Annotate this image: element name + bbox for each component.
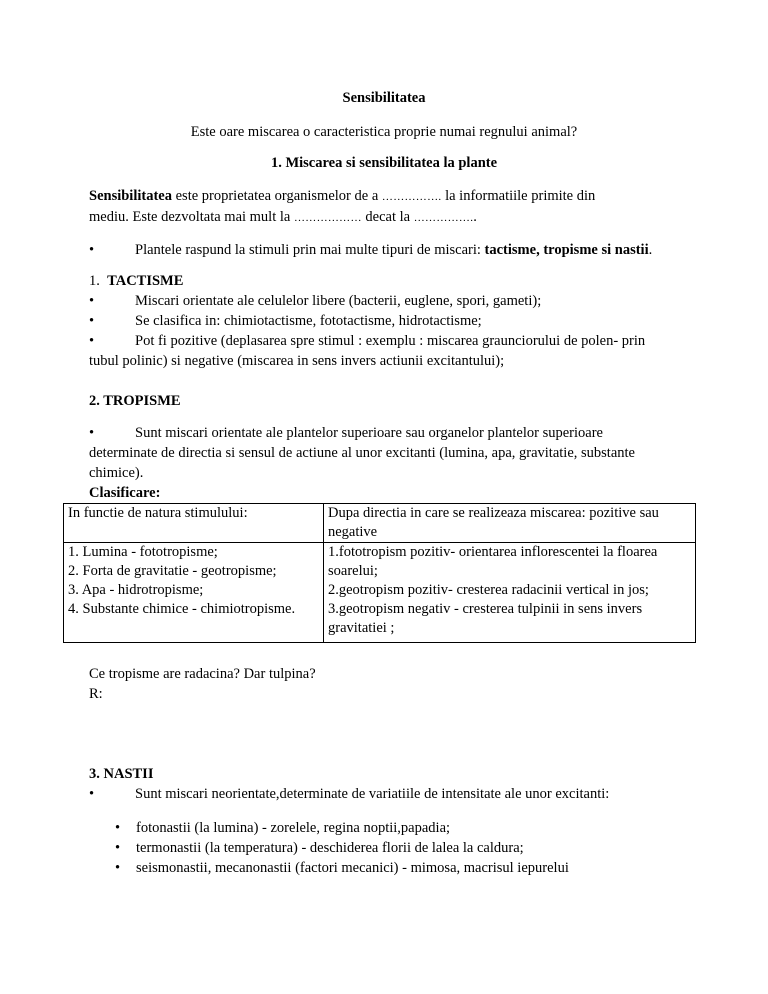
tactisme-bullet-1: Miscari orientate ale celulelor libere (bacterii, euglene, spori, gameti);	[135, 293, 542, 309]
tropism-question: Ce tropisme are radacina? Dar tulpina?	[89, 666, 316, 682]
clasificare-label: Clasificare:	[89, 485, 161, 501]
small-bullet-icon: •	[115, 820, 121, 836]
list-item: seismonastii, mecanonastii (factori mecanici) - mimosa, macrisul iepurelui	[136, 860, 569, 876]
answer-label: R:	[89, 686, 103, 702]
table-row: 3. Apa - hidrotropisme;	[68, 582, 204, 598]
table-row: soarelui;	[328, 563, 378, 579]
section1-heading: 1. Miscarea si sensibilitatea la plante	[270, 155, 498, 171]
table-row: 2.geotropism pozitiv- cresterea radacinii vertical in jos;	[328, 582, 649, 598]
small-bullet-icon: •	[115, 860, 121, 876]
bullet-symbol: •	[89, 313, 95, 329]
sensibilitate-line1: Sensibilitatea este proprietatea organismelor de a ……………. la informatiile primite din	[89, 188, 596, 204]
tropisme-bullet-line1: Sunt miscari orientate ale plantelor superioare sau organelor plantelor superioare	[135, 425, 603, 441]
table-row: 1.fototropism pozitiv- orientarea inflorescentei la floarea	[328, 544, 658, 560]
list-item: termonastii (la temperatura) - deschiderea florii de lalea la caldura;	[136, 840, 524, 856]
table-row: 3.geotropism negativ - cresterea tulpinii in sens invers	[328, 601, 643, 617]
table-row: 2. Forta de gravitatie - geotropisme;	[68, 563, 277, 579]
table-cell-direction-examples	[324, 543, 696, 643]
table-header-direction: Dupa directia in care se realizeaza miscarea: pozitive sau negative	[324, 504, 696, 543]
table-cell-stimulus-types	[64, 543, 324, 643]
tropism-classification-table	[63, 503, 696, 643]
small-bullet-icon: •	[115, 840, 121, 856]
bullet-symbol: •	[89, 425, 95, 441]
nastii-bullet-1: Sunt miscari neorientate,determinate de variatiile de intensitate ale unor excitanti:	[135, 786, 610, 802]
tropisme-bullet-line2: determinate de directia si sensul de actiune al unor excitanti (lumina, apa, gravitatie, substante	[89, 445, 635, 461]
tactisme-heading: 1. TACTISME	[89, 273, 184, 289]
bullet-symbol: •	[89, 293, 95, 309]
tactisme-bullet-3: Pot fi pozitive (deplasarea spre stimul : exemplu : miscarea graunciorului de polen- prin	[135, 333, 646, 349]
page-title: Sensibilitatea	[342, 90, 426, 106]
list-item: fotonastii (la lumina) - zorelele, regina noptii,papadia;	[136, 820, 451, 836]
table-row: 1. Lumina - fototropisme;	[68, 544, 218, 560]
sensibilitate-line2: mediu. Este dezvoltata mai mult la ……………… decat la ……………..	[89, 209, 477, 225]
bullet-symbol: •	[89, 333, 95, 349]
bullet-symbol: •	[89, 786, 95, 802]
table-row: 4. Substante chimice - chimiotropisme.	[68, 601, 296, 617]
tactisme-bullet-2: Se clasifica in: chimiotactisme, fototactisme, hidrotactisme;	[135, 313, 482, 329]
bullet-symbol: •	[89, 242, 95, 258]
tropisme-bullet-line3: chimice).	[89, 465, 144, 481]
nastii-heading: 3. NASTII	[89, 766, 154, 782]
tropisme-heading: 2. TROPISME	[89, 393, 181, 409]
intro-question: Este oare miscarea o caracteristica proprie numai regnului animal?	[190, 124, 578, 140]
table-row: gravitatiei ;	[328, 620, 395, 636]
plants-bullet-text: Plantele raspund la stimuli prin mai multe tipuri de miscari: tactisme, tropisme si nastii.	[135, 242, 653, 258]
tactisme-bullet-3-cont: tubul polinic) si negative (miscarea in sens invers actiunii excitantului);	[89, 353, 505, 369]
table-header-stimulus: In functie de natura stimulului:	[64, 504, 324, 543]
